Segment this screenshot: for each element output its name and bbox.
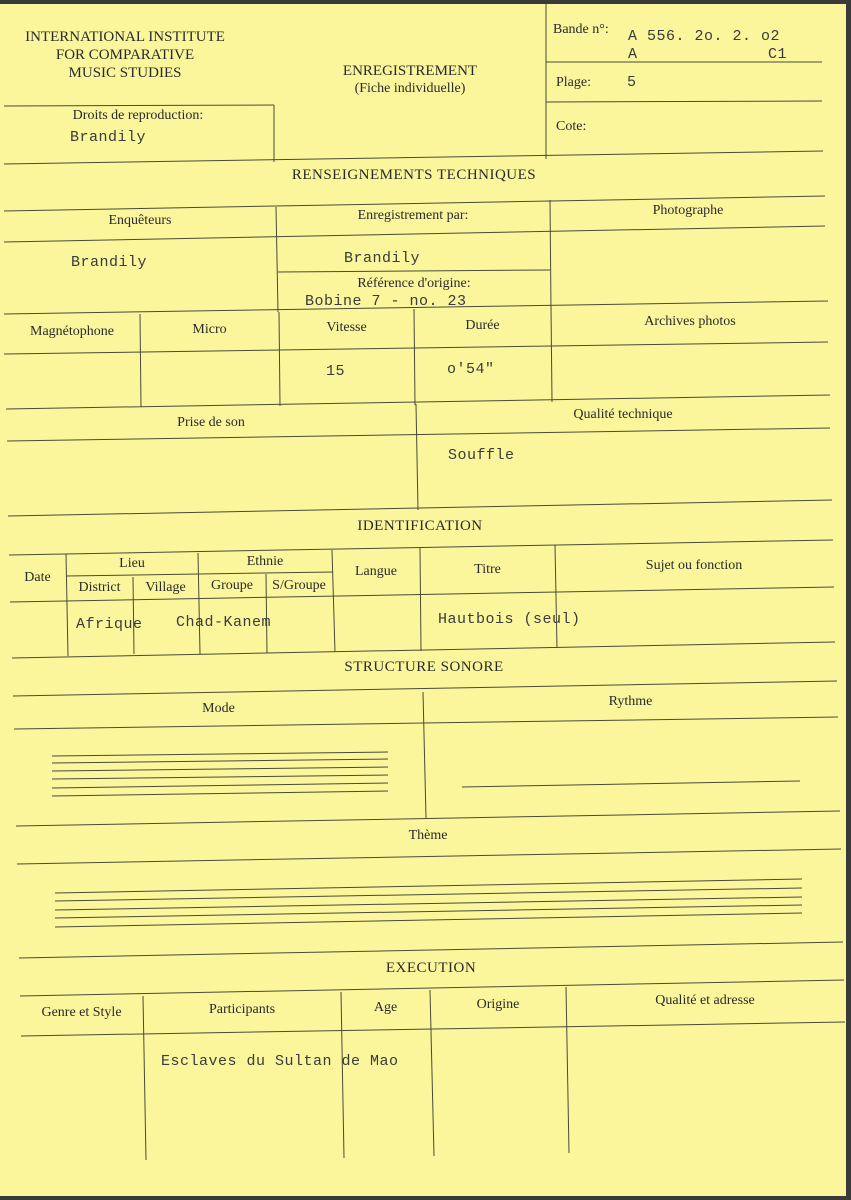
duree-value: o'54" (447, 361, 495, 378)
participants-value: Esclaves du Sultan de Mao (161, 1053, 399, 1070)
enqueteurs-label: Enquêteurs (108, 213, 172, 228)
institute-name (0, 28, 250, 82)
lieu-label: Lieu (119, 556, 145, 571)
magnetophone-label: Magnétophone (30, 324, 114, 339)
enqueteurs-value: Brandily (71, 254, 148, 271)
section-structure-heading: STRUCTURE SONORE (344, 659, 504, 675)
archives-photos-label: Archives photos (644, 314, 736, 329)
reference-label: Référence d'origine: (357, 276, 471, 291)
reference-value: Bobine 7 - no. 23 (305, 293, 467, 310)
bande-value: A 556. 2o. 2. o2 (628, 28, 781, 45)
duree-label: Durée (465, 318, 500, 333)
date-label: Date (24, 570, 51, 585)
section-tech-heading: RENSEIGNEMENTS TECHNIQUES (291, 167, 537, 183)
village-value: Chad-Kanem (176, 614, 272, 631)
vitesse-label: Vitesse (326, 320, 367, 335)
micro-label: Micro (192, 322, 227, 337)
prise-de-son-label: Prise de son (177, 415, 245, 430)
rights-value: Brandily (70, 129, 147, 146)
genre-style-label: Genre et Style (41, 1005, 122, 1020)
langue-label: Langue (355, 564, 397, 579)
section-execution-heading: EXECUTION (385, 960, 477, 976)
bande-value-2a: A (628, 46, 638, 63)
bande-label: Bande n°: (553, 22, 609, 37)
titre-label: Titre (474, 562, 501, 577)
enregistrement-value: Brandily (344, 250, 421, 267)
qualite-adresse-label: Qualité et adresse (655, 993, 755, 1008)
mode-label: Mode (202, 701, 235, 716)
plage-value: 5 (627, 74, 637, 91)
sous-groupe-label: S/Groupe (272, 578, 326, 593)
age-label: Age (373, 1000, 398, 1015)
institute-line-1: INTERNATIONAL INSTITUTE (25, 29, 225, 45)
institute-line-3: MUSIC STUDIES (68, 65, 182, 81)
theme-label: Thème (408, 828, 448, 843)
district-value: Afrique (76, 616, 143, 633)
bande-value-2b: C1 (768, 46, 788, 63)
form-title: ENREGISTREMENT (342, 63, 478, 79)
rythme-label: Rythme (608, 694, 653, 709)
village-label: Village (145, 580, 186, 595)
index-card (0, 4, 846, 1196)
rights-label: Droits de reproduction: (72, 108, 204, 123)
participants-label: Participants (208, 1002, 276, 1017)
cote-label: Cote: (556, 119, 587, 134)
origine-label: Origine (476, 997, 520, 1012)
photographe-label: Photographe (652, 203, 724, 218)
ethnie-label: Ethnie (246, 554, 284, 569)
vitesse-value: 15 (326, 363, 346, 380)
form-subtitle: (Fiche individuelle) (354, 81, 466, 96)
section-ident-heading: IDENTIFICATION (357, 518, 483, 534)
district-label: District (78, 580, 121, 595)
groupe-label: Groupe (211, 578, 253, 593)
institute-line-2: FOR COMPARATIVE (55, 47, 195, 63)
titre-value: Hautbois (seul) (438, 611, 581, 628)
qualite-technique-value: Souffle (448, 447, 515, 464)
enregistrement-label: Enregistrement par: (357, 208, 469, 223)
qualite-technique-label: Qualité technique (573, 407, 673, 422)
sujet-label: Sujet ou fonction (645, 558, 743, 573)
plage-label: Plage: (556, 75, 591, 90)
